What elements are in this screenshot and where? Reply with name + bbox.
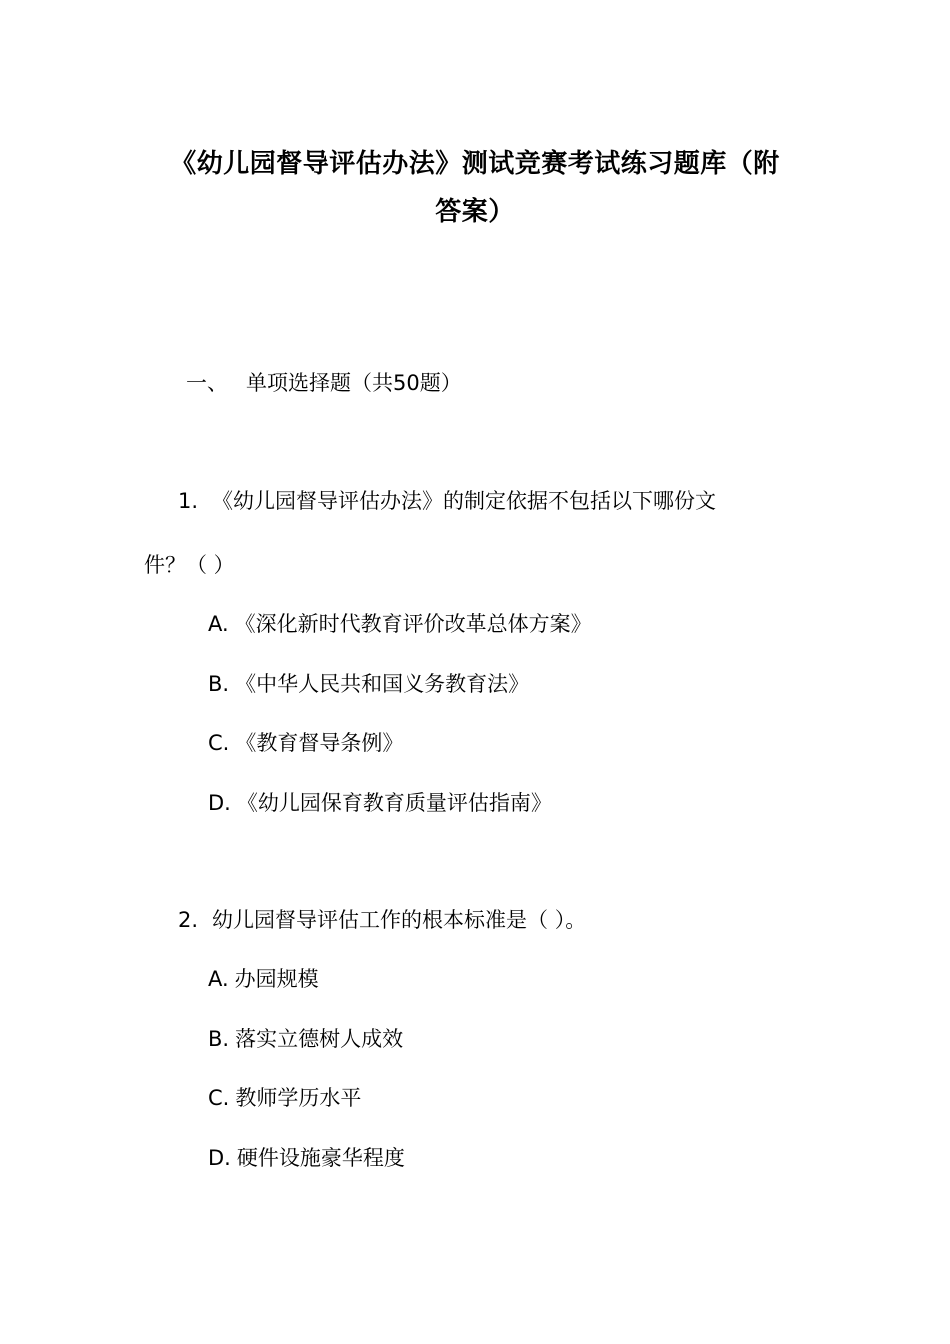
question-number: 2. — [178, 908, 199, 932]
section-heading — [186, 366, 462, 400]
question-number: 1. — [178, 489, 199, 513]
question-2-option-d — [208, 1141, 405, 1175]
option-text: 办园规模 — [234, 967, 319, 991]
question-1-option-b — [208, 667, 529, 701]
option-text: 《中华人民共和国义务教育法》 — [235, 672, 530, 696]
section-label: 单项选择题（共50题） — [246, 371, 462, 395]
title-line-2: 答案） — [435, 197, 515, 227]
option-text: 《深化新时代教育评价改革总体方案》 — [234, 612, 592, 636]
question-1-option-c — [208, 726, 403, 760]
option-letter: A. — [208, 967, 229, 991]
question-2-option-a — [208, 962, 319, 996]
option-letter: C. — [208, 731, 230, 755]
option-letter: D. — [208, 791, 231, 815]
option-text: 《教育督导条例》 — [235, 731, 404, 755]
option-text: 《幼儿园保育教育质量评估指南》 — [236, 791, 552, 815]
question-2-stem — [178, 903, 586, 937]
option-text: 教师学历水平 — [235, 1086, 362, 1110]
question-text: 幼儿园督导评估工作的根本标准是（ ）。 — [212, 908, 587, 932]
document-title — [140, 140, 810, 236]
question-1-stem-cont — [144, 548, 235, 582]
question-1-stem — [178, 484, 716, 518]
option-letter: B. — [208, 672, 230, 696]
question-1-option-d — [208, 786, 552, 820]
question-2-option-c — [208, 1081, 361, 1115]
option-text: 硬件设施豪华程度 — [236, 1146, 405, 1170]
question-text: 《幼儿园督导评估办法》的制定依据不包括以下哪份文 — [212, 489, 717, 513]
option-letter: A. — [208, 612, 229, 636]
question-2-option-b — [208, 1022, 403, 1056]
option-letter: C. — [208, 1086, 230, 1110]
question-text-cont: 件？（ ） — [144, 553, 235, 577]
option-text: 落实立德树人成效 — [235, 1027, 404, 1051]
question-1-option-a — [208, 607, 592, 641]
option-letter: B. — [208, 1027, 230, 1051]
title-line-1: 《幼儿园督导评估办法》测试竞赛考试练习题库（附 — [170, 149, 780, 179]
option-letter: D. — [208, 1146, 231, 1170]
section-number: 一、 — [186, 371, 228, 395]
